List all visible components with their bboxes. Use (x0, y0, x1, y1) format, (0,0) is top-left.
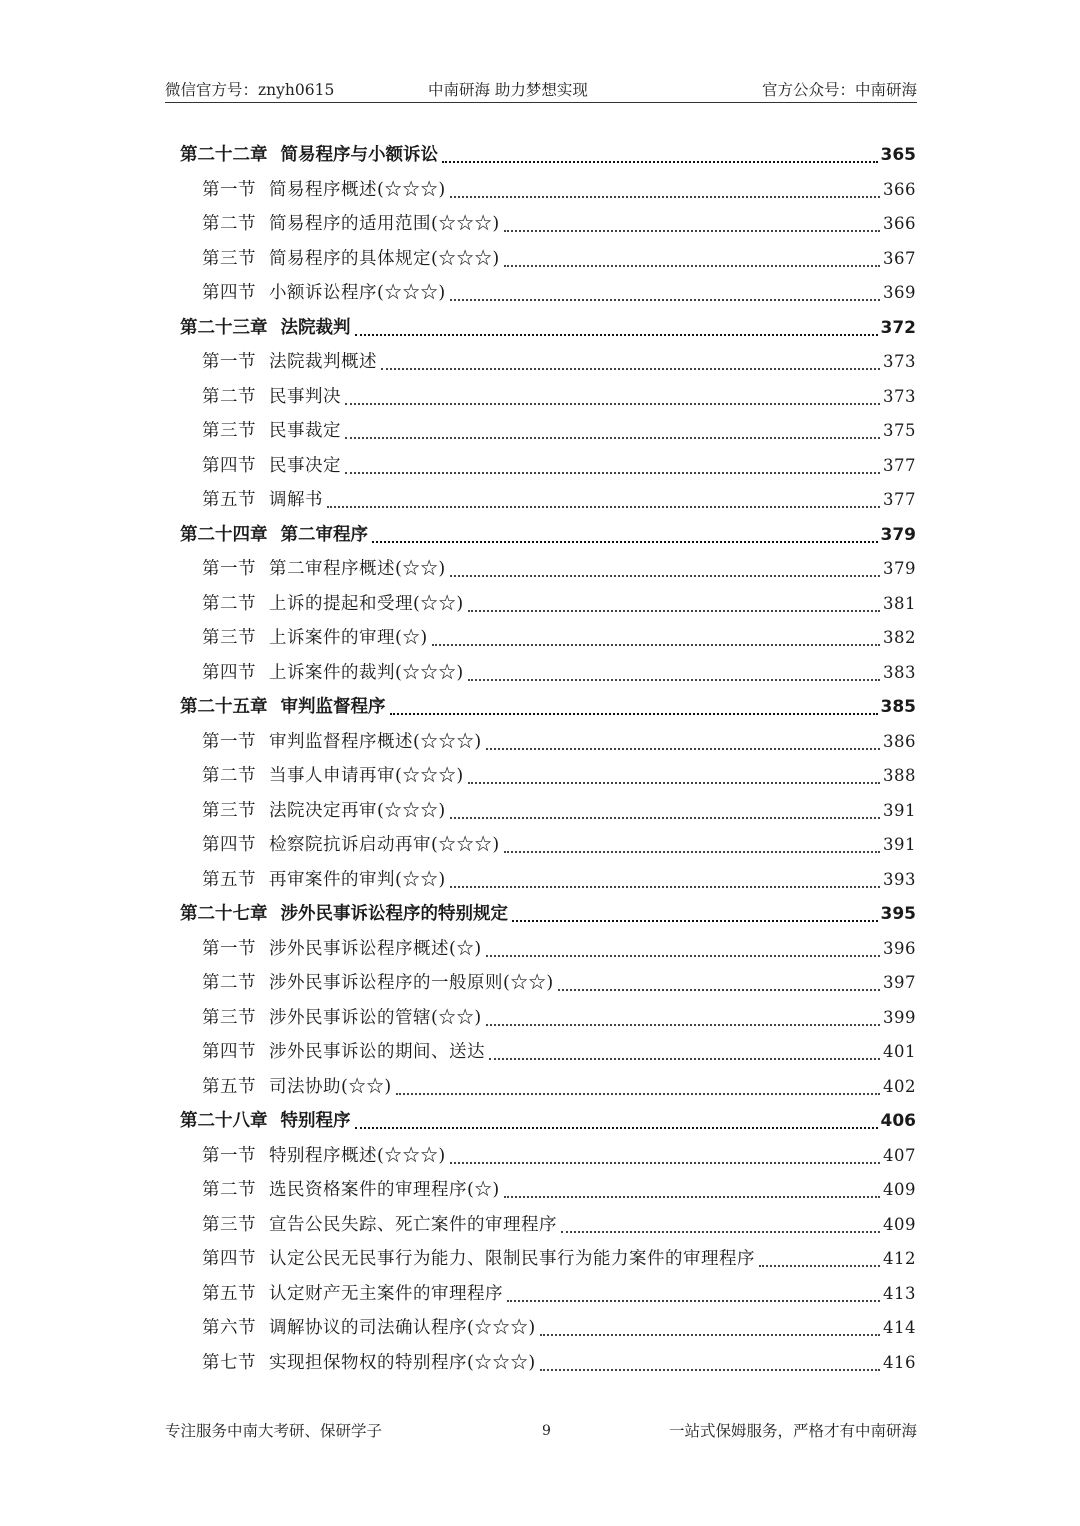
header-slogan: 中南研海 助力梦想实现 (428, 81, 588, 99)
toc-entry-title: 检察院抗诉启动再审(☆☆☆) (269, 835, 500, 855)
page-number: 9 (542, 1423, 551, 1439)
toc-entry-number: 第二节 (202, 766, 256, 786)
toc-entry-page: 372 (880, 317, 916, 338)
toc-section-entry[interactable] (180, 1001, 916, 1036)
toc-chapter-entry[interactable] (180, 518, 916, 553)
toc-section-entry[interactable] (180, 1035, 916, 1070)
toc-section-entry[interactable] (180, 621, 916, 656)
toc-entry-number: 第七节 (202, 1352, 256, 1373)
dot-leader (450, 186, 880, 198)
toc-entry-number: 第一节 (202, 179, 256, 200)
dot-leader (450, 807, 880, 819)
toc-entry-page: 396 (883, 938, 916, 958)
header-wechat-id: 微信官方号：znyh0615 (165, 81, 335, 99)
toc-entry-number: 第二十七章 (180, 904, 268, 924)
toc-section-entry[interactable] (180, 1173, 916, 1208)
footer-left-text: 专注服务中南大考研、保研学子 (165, 1422, 383, 1440)
toc-entry-number: 第四节 (202, 455, 256, 476)
toc-entry-title: 第二审程序 (280, 524, 368, 545)
toc-entry-page: 402 (883, 1076, 916, 1096)
toc-entry-title: 上诉案件的审理(☆) (269, 628, 428, 648)
toc-entry-page: 375 (883, 421, 916, 440)
toc-entry-page: 369 (883, 283, 916, 302)
toc-section-entry[interactable] (180, 1346, 916, 1381)
toc-entry-title: 上诉的提起和受理(☆☆) (269, 593, 464, 614)
toc-entry-title: 法院决定再审(☆☆☆) (269, 800, 446, 821)
toc-entry-page: 379 (880, 524, 916, 545)
toc-entry-page: 366 (883, 214, 916, 233)
toc-entry-number: 第一节 (202, 559, 256, 579)
toc-entry-title: 民事决定 (269, 455, 341, 476)
toc-section-entry[interactable] (180, 932, 916, 967)
toc-entry-number: 第二节 (202, 214, 256, 234)
dot-leader (558, 979, 880, 991)
toc-entry-page: 393 (883, 869, 916, 889)
toc-entry-title: 宣告公民失踪、死亡案件的审理程序 (269, 1214, 557, 1235)
toc-entry-page: 383 (883, 662, 916, 682)
toc-entry-page: 413 (883, 1283, 916, 1303)
toc-entry-title: 选民资格案件的审理程序(☆) (269, 1180, 500, 1200)
dot-leader (486, 738, 880, 750)
toc-entry-title: 简易程序与小额诉讼 (280, 145, 438, 165)
toc-entry-title: 涉外民事诉讼的期间、送达 (269, 1042, 485, 1062)
toc-entry-page: 412 (883, 1249, 916, 1268)
toc-entry-page: 399 (883, 1007, 916, 1027)
toc-entry-title: 上诉案件的裁判(☆☆☆) (269, 662, 464, 683)
dot-leader (442, 151, 878, 163)
dot-leader (507, 1290, 880, 1302)
toc-entry-title: 审判监督程序概述(☆☆☆) (269, 731, 482, 752)
toc-entry-page: 367 (883, 248, 916, 268)
toc-section-entry[interactable] (180, 242, 916, 277)
dot-leader (345, 393, 880, 405)
toc-section-entry[interactable] (180, 552, 916, 587)
toc-entry-title: 涉外民事诉讼程序概述(☆) (269, 938, 482, 959)
toc-entry-title: 涉外民事诉讼程序的一般原则(☆☆) (269, 973, 554, 993)
dot-leader (345, 462, 880, 474)
toc-entry-title: 第二审程序概述(☆☆) (269, 559, 446, 579)
dot-leader (450, 876, 880, 888)
toc-entry-page: 373 (883, 352, 916, 371)
toc-entry-number: 第二节 (202, 1180, 256, 1200)
toc-section-entry[interactable] (180, 656, 916, 691)
toc-entry-page: 381 (883, 593, 916, 613)
toc-section-entry[interactable] (180, 173, 916, 208)
toc-entry-page: 386 (883, 731, 916, 751)
toc-entry-number: 第三节 (202, 1214, 256, 1235)
toc-entry-page: 391 (883, 800, 916, 820)
toc-entry-title: 调解协议的司法确认程序(☆☆☆) (269, 1318, 536, 1338)
dot-leader (540, 1359, 880, 1371)
toc-entry-page: 406 (880, 1111, 916, 1131)
toc-entry-number: 第五节 (202, 869, 256, 890)
toc-entry-title: 认定公民无民事行为能力、限制民事行为能力案件的审理程序 (269, 1249, 755, 1269)
toc-entry-title: 特别程序概述(☆☆☆) (269, 1145, 446, 1166)
dot-leader (504, 255, 880, 267)
toc-entry-page: 401 (883, 1042, 916, 1061)
toc-entry-title: 法院裁判 (280, 317, 351, 338)
toc-entry-page: 365 (880, 145, 916, 165)
toc-entry-title: 涉外民事诉讼程序的特别规定 (280, 904, 508, 924)
toc-entry-page: 397 (883, 973, 916, 992)
toc-chapter-entry[interactable] (180, 690, 916, 725)
toc-chapter-entry[interactable] (180, 138, 916, 173)
toc-entry-number: 第三节 (202, 248, 256, 269)
dot-leader (432, 634, 880, 646)
toc-entry-title: 当事人申请再审(☆☆☆) (269, 766, 464, 786)
toc-entry-title: 简易程序的具体规定(☆☆☆) (269, 248, 500, 269)
toc-entry-title: 法院裁判概述 (269, 352, 377, 372)
toc-entry-number: 第一节 (202, 1145, 256, 1166)
toc-entry-page: 409 (883, 1180, 916, 1199)
toc-entry-number: 第四节 (202, 1249, 256, 1269)
toc-entry-title: 调解书 (269, 490, 323, 510)
toc-entry-page: 409 (883, 1214, 916, 1234)
toc-chapter-entry[interactable] (180, 311, 916, 346)
toc-entry-title: 特别程序 (280, 1111, 351, 1131)
dot-leader (540, 1324, 880, 1336)
dot-leader (504, 841, 880, 853)
toc-entry-page: 379 (883, 559, 916, 578)
toc-section-entry[interactable] (180, 414, 916, 449)
toc-entry-number: 第一节 (202, 352, 256, 372)
toc-chapter-entry[interactable] (180, 897, 916, 932)
dot-leader (355, 1117, 878, 1129)
toc-entry-number: 第二十五章 (180, 697, 268, 717)
toc-section-entry[interactable] (180, 759, 916, 794)
toc-entry-number: 第一节 (202, 731, 256, 752)
toc-entry-number: 第三节 (202, 800, 256, 821)
toc-entry-number: 第二十二章 (180, 145, 268, 165)
toc-entry-number: 第二十八章 (180, 1111, 268, 1131)
page-footer (165, 1419, 917, 1443)
toc-section-entry[interactable] (180, 1242, 916, 1277)
toc-entry-number: 第三节 (202, 1007, 256, 1028)
toc-section-entry[interactable] (180, 794, 916, 829)
dot-leader (468, 772, 880, 784)
toc-section-entry[interactable] (180, 345, 916, 380)
toc-entry-number: 第四节 (202, 1042, 256, 1062)
toc-entry-number: 第二十四章 (180, 524, 268, 545)
toc-section-entry[interactable] (180, 380, 916, 415)
page-header (165, 76, 917, 103)
toc-section-entry[interactable] (180, 276, 916, 311)
toc-entry-page: 385 (880, 697, 916, 717)
dot-leader (390, 703, 878, 715)
dot-leader (512, 910, 878, 922)
toc-section-entry[interactable] (180, 1311, 916, 1346)
toc-entry-page: 377 (883, 490, 916, 509)
toc-entry-page: 416 (883, 1352, 916, 1372)
header-official-account: 官方公众号：中南研海 (761, 81, 917, 99)
toc-entry-page: 382 (883, 628, 916, 647)
toc-entry-number: 第一节 (202, 938, 256, 959)
toc-entry-page: 407 (883, 1145, 916, 1165)
toc-entry-title: 小额诉讼程序(☆☆☆) (269, 283, 446, 303)
table-of-contents (180, 138, 916, 1380)
toc-entry-number: 第四节 (202, 283, 256, 303)
dot-leader (355, 324, 878, 336)
toc-section-entry[interactable] (180, 966, 916, 1001)
dot-leader (327, 496, 880, 508)
toc-entry-page: 377 (883, 455, 916, 475)
toc-section-entry[interactable] (180, 725, 916, 760)
toc-entry-title: 认定财产无主案件的审理程序 (269, 1283, 503, 1304)
toc-section-entry[interactable] (180, 587, 916, 622)
dot-leader (450, 1152, 880, 1164)
dot-leader (486, 945, 880, 957)
dot-leader (759, 1255, 880, 1267)
toc-entry-number: 第五节 (202, 1076, 256, 1097)
toc-entry-number: 第二十三章 (180, 317, 268, 338)
toc-section-entry[interactable] (180, 828, 916, 863)
toc-entry-title: 再审案件的审判(☆☆) (269, 869, 446, 890)
dot-leader (381, 358, 880, 370)
dot-leader (468, 600, 880, 612)
toc-entry-title: 司法协助(☆☆) (269, 1076, 392, 1097)
toc-entry-page: 388 (883, 766, 916, 785)
dot-leader (345, 427, 880, 439)
toc-entry-number: 第四节 (202, 662, 256, 683)
toc-entry-page: 414 (883, 1318, 916, 1337)
dot-leader (450, 289, 880, 301)
toc-entry-number: 第二节 (202, 593, 256, 614)
footer-right-text: 一站式保姆服务，严格才有中南研海 (668, 1422, 917, 1440)
toc-section-entry[interactable] (180, 1208, 916, 1243)
dot-leader (468, 669, 880, 681)
toc-entry-title: 实现担保物权的特别程序(☆☆☆) (269, 1352, 536, 1373)
toc-entry-title: 民事裁定 (269, 421, 341, 441)
toc-entry-title: 涉外民事诉讼的管辖(☆☆) (269, 1007, 482, 1028)
toc-entry-page: 395 (880, 904, 916, 924)
toc-entry-number: 第二节 (202, 973, 256, 993)
toc-entry-page: 391 (883, 835, 916, 854)
dot-leader (372, 531, 878, 543)
toc-chapter-entry[interactable] (180, 1104, 916, 1139)
toc-entry-number: 第三节 (202, 421, 256, 441)
dot-leader (450, 565, 880, 577)
toc-entry-title: 审判监督程序 (280, 697, 386, 717)
toc-entry-number: 第五节 (202, 1283, 256, 1304)
toc-section-entry[interactable] (180, 863, 916, 898)
toc-section-entry[interactable] (180, 483, 916, 518)
toc-section-entry[interactable] (180, 1277, 916, 1312)
toc-section-entry[interactable] (180, 449, 916, 484)
toc-section-entry[interactable] (180, 1070, 916, 1105)
toc-entry-number: 第四节 (202, 835, 256, 855)
dot-leader (489, 1048, 880, 1060)
toc-entry-title: 民事判决 (269, 386, 341, 407)
toc-section-entry[interactable] (180, 1139, 916, 1174)
dot-leader (561, 1221, 880, 1233)
dot-leader (486, 1014, 880, 1026)
toc-entry-number: 第六节 (202, 1318, 256, 1338)
toc-entry-page: 366 (883, 179, 916, 199)
dot-leader (396, 1083, 880, 1095)
toc-entry-number: 第二节 (202, 386, 256, 407)
dot-leader (504, 220, 880, 232)
toc-entry-number: 第三节 (202, 628, 256, 648)
toc-entry-page: 373 (883, 386, 916, 406)
toc-entry-title: 简易程序概述(☆☆☆) (269, 179, 446, 200)
dot-leader (504, 1186, 880, 1198)
toc-entry-number: 第五节 (202, 490, 256, 510)
toc-section-entry[interactable] (180, 207, 916, 242)
toc-entry-title: 简易程序的适用范围(☆☆☆) (269, 214, 500, 234)
